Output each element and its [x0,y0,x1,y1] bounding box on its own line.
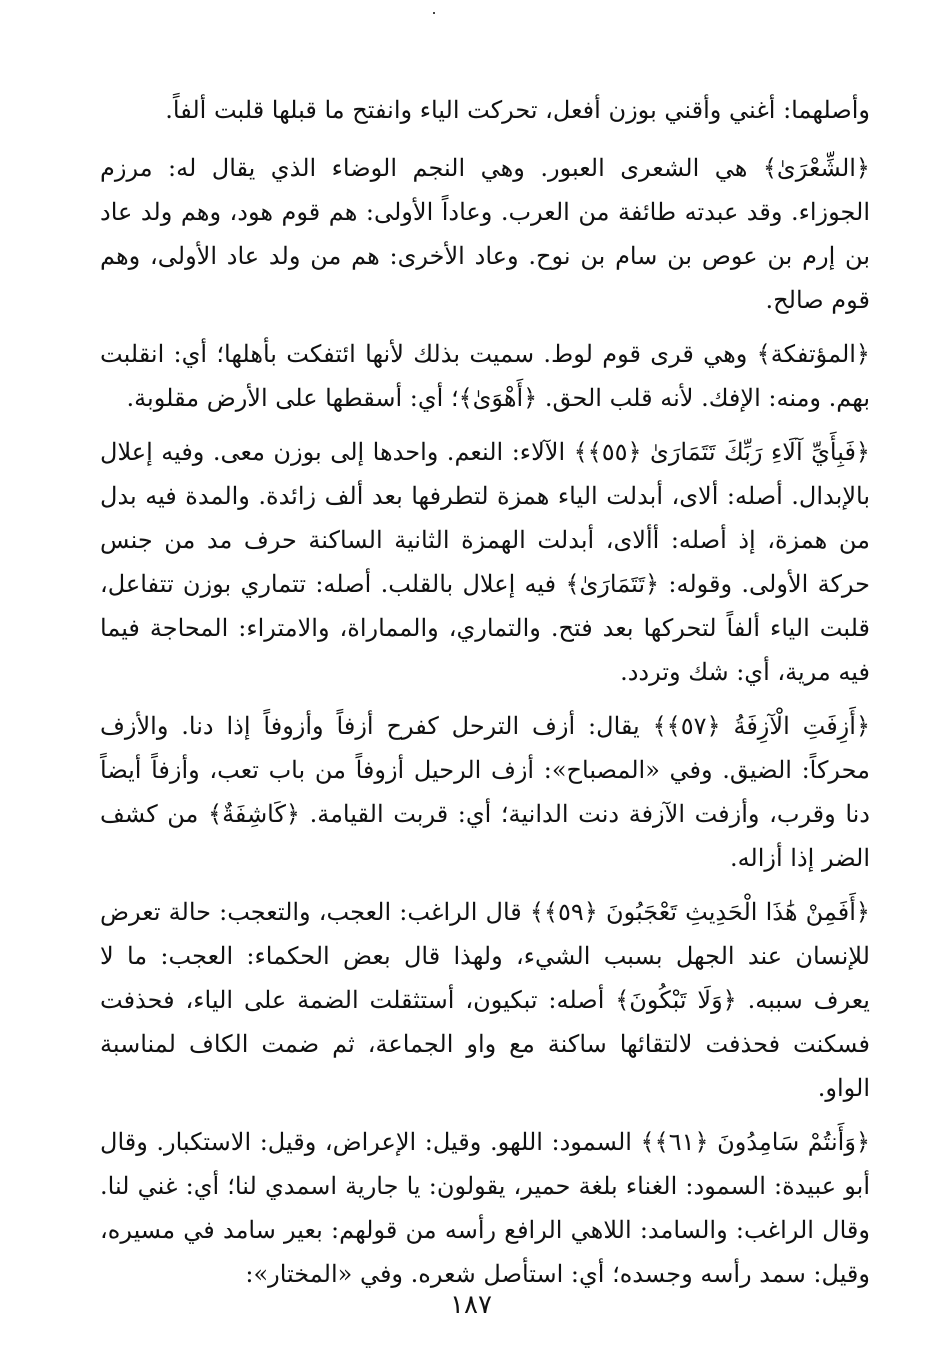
paragraph-tajabun: ﴿أَفَمِنْ هَٰذَا الْحَدِيثِ تَعْجَبُونَ ﴿٥٩﴾﴾ قال الراغب: العجب، والتعجب: حالة تعرض للإنسان عند الجهل بسبب الشيء، ولهذا قال بعض الحكماء: العجب: ما لا يعرف سببه. ﴿وَلَا تَبْكُونَ﴾ أصله: تبكيون، أستثقلت الضمة على الياء، فحذفت فسكنت فحذفت لالتقائها ساكنة مع واو الجماعة، ثم ضمت الكاف لمناسبة الواو. [100,898,870,1102]
page-body [100,88,870,1306]
page-number: ١٨٧ [450,1290,492,1320]
paragraph-azifat: ﴿أَزِفَتِ الْآزِفَةُ ﴿٥٧﴾﴾ يقال: أزف الترحل كفرح أزفاً وأزوفاً إذا دنا. والأزف محركاً: الضيق. وفي «المصباح»: أزف الرحيل أزوفاً من باب تعب، وأزفاً أيضاً دنا وقرب، وأزفت الآزفة دنت الدانية؛ أي: قربت القيامة. ﴿كَاشِفَةٌ﴾ من كشف الضر إذا أزاله. [100,712,871,872]
paragraph-al-mutafika: ﴿المؤتفكة﴾ وهي قرى قوم لوط. سميت بذلك لأنها ائتفكت بأهلها؛ أي: انقلبت بهم. ومنه: الإفك. لأنه قلب الحق. ﴿أَهْوَىٰ﴾؛ أي: أسقطها على الأرض مقلوبة. [100,340,870,412]
scan-speck [433,12,435,14]
paragraph-al-ala: ﴿فَبِأَيِّ آلَاءِ رَبِّكَ تَتَمَارَىٰ ﴿٥٥﴾﴾ الآلاء: النعم. واحدها إلى بوزن معى. وفيه إعلال بالإبدال. أصله: ألاى، أبدلت الياء همزة لتطرفها بعد ألف زائدة. والمدة فيه بدل من همزة، إذ أصله: أألاى، أبدلت الهمزة الثانية الساكنة حرف مد من جنس حركة الأولى. وقوله: ﴿تَتَمَارَىٰ﴾ فيه إعلال بالقلب. أصله: تتماري بوزن تتفاعل، قلبت الياء ألفاً لتحركها بعد فتح. والتماري، والمماراة، والامتراء: المحاجة فيما فيه مرية، أي: شك وتردد. [100,438,870,686]
paragraph-intro: وأصلهما: أغني وأقني بوزن أفعل، تحركت الياء وانفتح ما قبلها قلبت ألفاً. [165,96,870,124]
paragraph-samidun: ﴿وَأَنتُمْ سَامِدُونَ ﴿٦١﴾﴾ السمود: اللهو. وقيل: الإعراض، وقيل: الاستكبار. وقال أبو عبيدة: السمود: الغناء بلغة حمير، يقولون: يا جارية اسمدي لنا؛ أي: غني لنا. وقال الراغب: والسامد: اللاهي الرافع رأسه من قولهم: بعير سامد في مسيره، وقيل: سمد رأسه وجسده؛ أي: استأصل شعره. وفي «المختار»: [100,1128,870,1288]
paragraph-al-shira: ﴿الشِّعْرَىٰ﴾ هي الشعرى العبور. وهي النجم الوضاء الذي يقال له: مرزم الجوزاء. وقد عبدته طائفة من العرب. وعاداً الأولى: هم قوم هود، وهم ولد عاد بن إرم بن عوص بن سام بن نوح. وعاد الأخرى: هم من ولد عاد الأولى، وهم قوم صالح. [100,154,870,314]
